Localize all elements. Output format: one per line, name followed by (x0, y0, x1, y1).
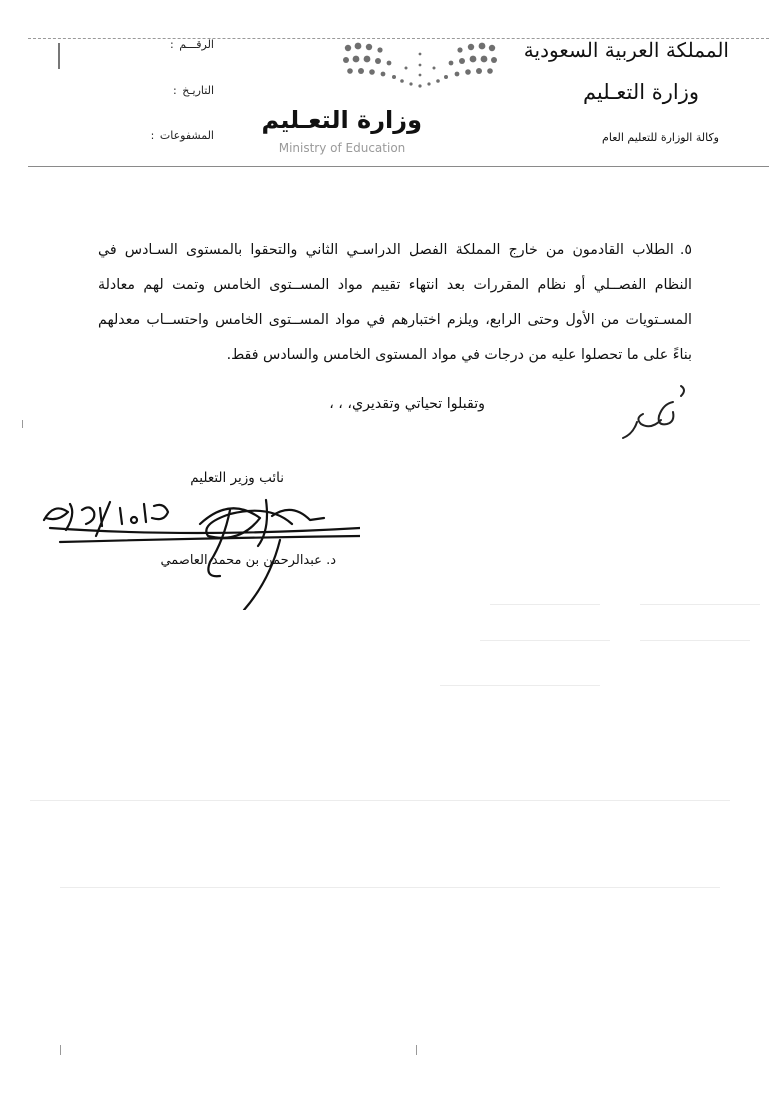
header-bottom-rule (28, 166, 769, 167)
closing-line: وتقبلوا تحياتي وتقديري، ، ، (329, 396, 485, 412)
scan-edge-mark (58, 43, 60, 69)
date-colon: : (173, 84, 177, 97)
agency-name: وكالة الوزارة للتعليم العام (602, 131, 719, 144)
country-name: المملكة العربية السعودية (523, 38, 729, 62)
signatory-name: د. عبدالرحمن بن محمد العاصمي (160, 553, 336, 568)
scan-artifact (416, 1045, 417, 1055)
numbered-paragraph (98, 233, 692, 373)
attachments-label: المشفوعات (159, 129, 214, 142)
scan-artifact (30, 800, 730, 801)
scan-artifact (640, 604, 760, 605)
signatory-title: نائب وزير التعليم (190, 470, 284, 486)
paragraph-number: ٥. (679, 242, 692, 258)
date-label: التاريـخ (182, 84, 214, 97)
attachments-field (134, 129, 214, 142)
handwritten-signature (30, 480, 360, 610)
reference-number-field (134, 38, 214, 51)
ministry-name: وزارة التعـليم (582, 80, 699, 104)
scan-artifact (490, 604, 600, 605)
ministry-logo-icon (340, 40, 500, 100)
reference-number-label: الرقـــم (179, 38, 214, 51)
attachments-colon: : (150, 129, 155, 142)
handwritten-initials (615, 380, 695, 450)
date-field (134, 84, 214, 97)
paragraph-text: الطلاب القادمون من خارج المملكة الفصل الدراسـي الثاني والتحقوا بالمستوى السـادس في النظام الفصــلي أو نظام المقررات بعد انتهاء تقييم مواد المســتوى الخامس وتمت لهم معادلة المسـتويات من الأول وحتى الرابع، ويلزم اختبارهم في مواد المســتوى الخامس واحتســاب معدلهم بناءً على ما تحصلوا عليه من درجات في مواد المستوى الخامس والسادس فقط. (98, 242, 692, 363)
scan-artifact (640, 640, 750, 641)
reference-number-colon: : (170, 38, 174, 51)
scan-artifact (22, 420, 23, 428)
scan-artifact (60, 887, 720, 888)
scan-artifact (480, 640, 610, 641)
logo-arabic-wordmark: وزارة التعـليم (261, 106, 422, 134)
logo-english-wordmark: Ministry of Education (278, 141, 406, 155)
scan-artifact (60, 1045, 61, 1055)
scan-artifact (440, 685, 600, 686)
